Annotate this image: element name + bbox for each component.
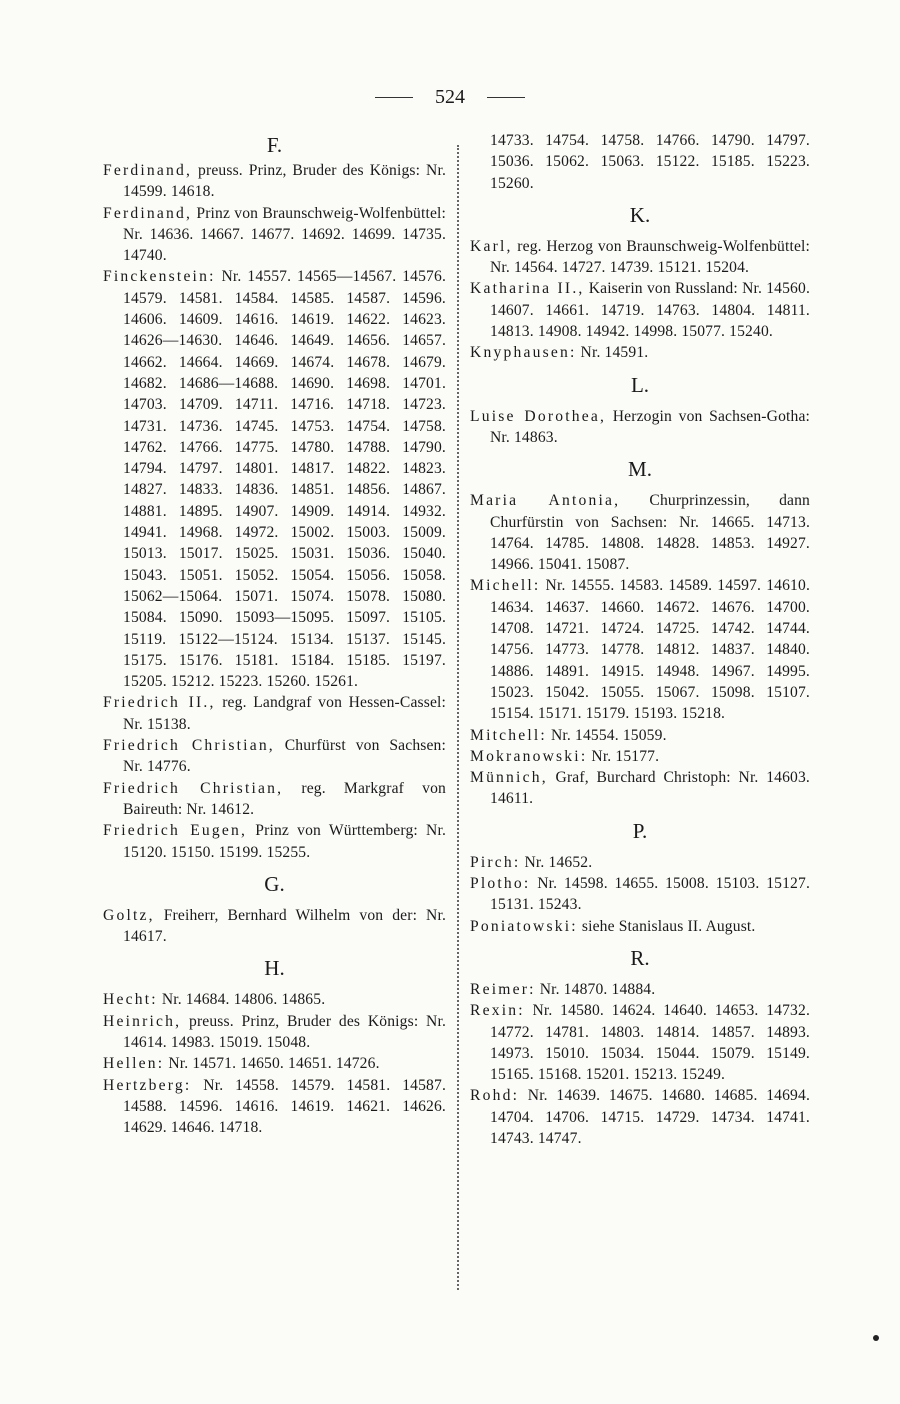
entry-name: Hecht: bbox=[103, 991, 158, 1009]
index-entry bbox=[103, 160, 446, 203]
index-entry bbox=[470, 725, 810, 746]
entry-references: preuss. Prinz, Bruder des Königs: Nr. 14614. 14983. 15019. 15048. bbox=[123, 1012, 446, 1051]
section-letter: L. bbox=[630, 372, 650, 397]
entry-name: Maria Antonia, bbox=[470, 492, 621, 510]
section-letter: G. bbox=[264, 871, 285, 896]
index-entry bbox=[103, 905, 446, 948]
entry-name: Münnich, bbox=[470, 769, 548, 787]
index-entry bbox=[470, 916, 810, 937]
section-letter: F. bbox=[266, 133, 283, 157]
entry-references: Nr. 14598. 14655. 15008. 15103. 15127. 15131. 15243. bbox=[490, 875, 810, 914]
entry-references: reg. Markgraf von Baireuth: Nr. 14612. bbox=[123, 779, 446, 818]
entry-references: preuss. Prinz, Bruder des Königs: Nr. 14599. 14618. bbox=[123, 162, 446, 201]
index-entry bbox=[103, 203, 446, 267]
entry-name: Finckenstein: bbox=[103, 268, 216, 286]
entry-name: Goltz, bbox=[103, 906, 155, 924]
entry-name: Friedrich Christian, bbox=[103, 737, 275, 755]
index-entry bbox=[103, 1075, 446, 1139]
entry-references: reg. Landgraf von Hessen-Cassel: Nr. 15138. bbox=[123, 694, 446, 733]
index-entry bbox=[470, 873, 810, 916]
index-entry bbox=[103, 266, 446, 692]
index-entry bbox=[470, 342, 810, 363]
entry-references: Nr. 14639. 14675. 14680. 14685. 14694. 14704. 14706. 14715. 14729. 14734. 14741. 14743. 14747. bbox=[490, 1087, 810, 1147]
entry-name: Rexin: bbox=[470, 1002, 525, 1020]
index-entry bbox=[470, 130, 810, 194]
entry-references: Prinz von Württemberg: Nr. 15120. 15150. 15199. 15255. bbox=[123, 822, 446, 861]
entry-references: Nr. 14580. 14624. 14640. 14653. 14732. 14772. 14781. 14803. 14814. 14857. 14893. 14973. 15010. 15034. 15044. 15079. 15149. 15165. 15168. 15201. 15213. 15249. bbox=[490, 1002, 810, 1084]
header-rule-left bbox=[375, 97, 413, 98]
entry-references: Nr. 14870. 14884. bbox=[535, 980, 656, 998]
index-entry bbox=[470, 278, 810, 342]
entry-name: Friedrich Christian, bbox=[103, 779, 284, 797]
entry-references: Nr. 14558. 14579. 14581. 14587. 14588. 14596. 14616. 14619. 14621. 14626. 14629. 14646. 14718. bbox=[123, 1076, 446, 1137]
index-entry bbox=[103, 820, 446, 863]
entry-name: Mitchell: bbox=[470, 726, 547, 744]
entry-references: Nr. 14652. bbox=[520, 853, 593, 871]
index-entry bbox=[470, 575, 810, 724]
index-entry bbox=[470, 746, 810, 767]
column-divider bbox=[457, 145, 459, 1290]
margin-dot bbox=[873, 1335, 879, 1341]
section-letter: R. bbox=[630, 945, 650, 970]
entry-references: Freiherr, Bernhard Wilhelm von der: Nr. 14617. bbox=[123, 906, 446, 946]
index-entry bbox=[470, 1000, 810, 1085]
section-letter: K. bbox=[629, 202, 651, 227]
entry-name: Michell: bbox=[470, 577, 541, 595]
entry-references: Churprinzessin, dann Churfürstin von Sachsen: Nr. 14665. 14713. 14764. 14785. 14808. 14828. 14853. 14927. 14966. 15041. 15087. bbox=[490, 492, 810, 574]
entry-name: Heinrich, bbox=[103, 1012, 182, 1030]
index-entry bbox=[470, 490, 810, 575]
entry-name: Karl, bbox=[470, 237, 513, 255]
index-entry bbox=[470, 236, 810, 279]
section-letter: M. bbox=[628, 457, 652, 482]
entry-references: Nr. 14554. 15059. bbox=[546, 726, 667, 744]
entry-name: Poniatowski: bbox=[470, 917, 578, 935]
entry-name: Luise Dorothea, bbox=[470, 407, 607, 425]
index-entry bbox=[103, 735, 446, 778]
entry-references: Nr. 15177. bbox=[587, 747, 660, 765]
right-column bbox=[470, 130, 810, 1149]
entry-name: Knyphausen: bbox=[470, 344, 577, 362]
index-entry bbox=[470, 979, 810, 1000]
page-number: 524 bbox=[435, 86, 465, 108]
entry-name: Mokranowski: bbox=[470, 747, 588, 765]
index-entry bbox=[103, 692, 446, 735]
entry-name: Katharina II., bbox=[470, 280, 585, 298]
entry-references: Herzogin von Sachsen-Gotha: Nr. 14863. bbox=[490, 407, 810, 446]
section-letter: H. bbox=[264, 956, 285, 981]
index-entry bbox=[103, 989, 446, 1010]
entry-references: Churfürst von Sachsen: Nr. 14776. bbox=[123, 737, 446, 776]
entry-name: Hertzberg: bbox=[103, 1076, 192, 1094]
entry-name: Hellen: bbox=[103, 1055, 165, 1073]
entry-references: Nr. 14591. bbox=[576, 344, 649, 362]
entry-name: Reimer: bbox=[470, 980, 536, 998]
entry-name: Pirch: bbox=[470, 853, 521, 871]
header-rule-right bbox=[487, 97, 525, 98]
section-letter: P. bbox=[632, 818, 648, 843]
entry-name: Friedrich Eugen, bbox=[103, 822, 248, 840]
entry-references: siehe Stanislaus II. August. bbox=[577, 917, 756, 935]
index-entry bbox=[470, 852, 810, 873]
entry-name: Friedrich II., bbox=[103, 694, 216, 712]
entry-name: Plotho: bbox=[470, 875, 531, 893]
index-entry bbox=[103, 1053, 446, 1074]
index-entry bbox=[470, 767, 810, 810]
index-entry bbox=[470, 406, 810, 449]
entry-name: Ferdinand, bbox=[103, 204, 193, 222]
entry-references: Nr. 14684. 14806. 14865. bbox=[157, 991, 326, 1009]
entry-references: Kaiserin von Russland: Nr. 14560. 14607. 14661. 14719. 14763. 14804. 14811. 14813. 14908. 14942. 14998. 15077. 15240. bbox=[490, 280, 810, 341]
entry-references: Nr. 14571. 14650. 14651. 14726. bbox=[164, 1055, 380, 1073]
entry-references: reg. Herzog von Braunschweig-Wolfenbüttel: Nr. 14564. 14727. 14739. 15121. 15204. bbox=[490, 237, 810, 277]
entry-references: Graf, Burchard Christoph: Nr. 14603. 14611. bbox=[490, 769, 810, 808]
entry-references: 14733. 14754. 14758. 14766. 14790. 14797. 15036. 15062. 15063. 15122. 15185. 15223. 15260. bbox=[490, 132, 810, 192]
index-entry bbox=[470, 1085, 810, 1149]
entry-references: Prinz von Braunschweig-Wolfenbüttel: Nr. 14636. 14667. 14677. 14692. 14699. 14735. 14740. bbox=[123, 204, 446, 265]
index-entry bbox=[103, 778, 446, 821]
entry-name: Ferdinand, bbox=[103, 162, 193, 179]
left-column bbox=[103, 130, 446, 1138]
index-entry bbox=[103, 1011, 446, 1054]
page-header bbox=[0, 86, 900, 109]
entry-references: Nr. 14557. 14565—14567. 14576. 14579. 14581. 14584. 14585. 14587. 14596. 14606. 14609. 14616. 14619. 14622. 14623. 14626—14630. 14646. 14649. 14656. 14657. 14662. 14664. 14669. 14674. 14678. 14679. 14682. 14686—14688. 14690. 14698. 14701. 14703. 14709. 14711. 14716. 14718. 14723. 14731. 14736. 14745. 14753. 14754. 14758. 14762. 14766. 14775. 14780. 14788. 14790. 14794. 14797. 14801. 14817. 14822. 14823. 14827. 14833. 14836. 14851. 14856. 14867. 14881. 14895. 14907. 14909. 14914. 14932. 14941. 14968. 14972. 15002. 15003. 15009. 15013. 15017. 15025. 15031. 15036. 15040. 15043. 15051. 15052. 15054. 15056. 15058. 15062—15064. 15071. 15074. 15078. 15080. 15084. 15090. 15093—15095. 15097. 15105. 15119. 15122—15124. 15134. 15137. 15145. 15175. 15176. 15181. 15184. 15185. 15197. 15205. 15212. 15223. 15260. 15261. bbox=[123, 268, 446, 691]
entry-references: Nr. 14555. 14583. 14589. 14597. 14610. 14634. 14637. 14660. 14672. 14676. 14700. 14708. 14721. 14724. 14725. 14742. 14744. 14756. 14773. 14778. 14812. 14837. 14840. 14886. 14891. 14915. 14948. 14967. 14995. 15023. 15042. 15055. 15067. 15098. 15107. 15154. 15171. 15179. 15193. 15218. bbox=[490, 577, 810, 723]
entry-name: Rohd: bbox=[470, 1087, 520, 1105]
